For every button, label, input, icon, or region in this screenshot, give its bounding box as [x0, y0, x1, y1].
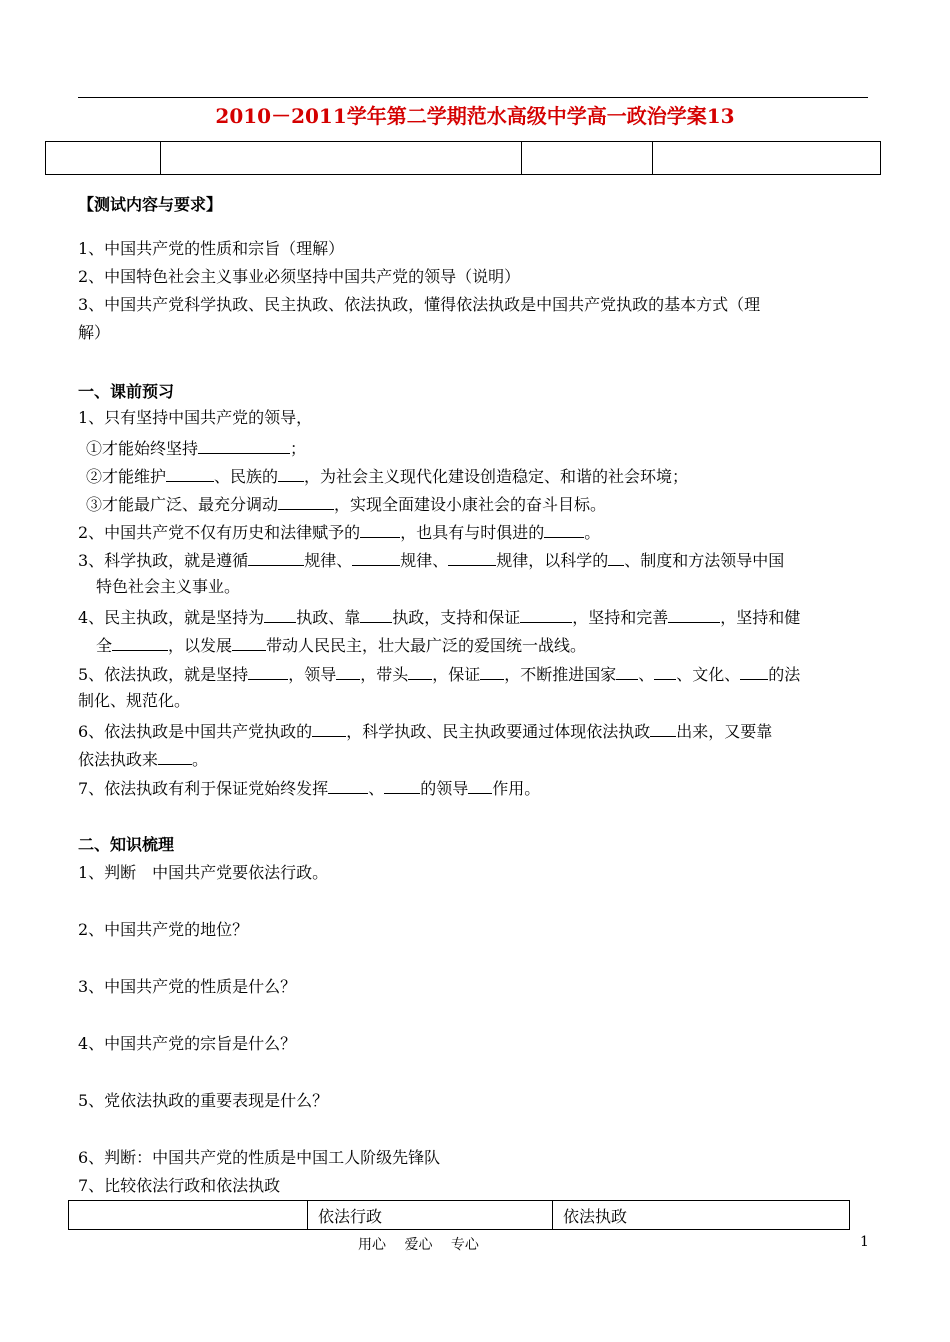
- q-text: ，领导: [288, 665, 337, 684]
- fill-blank[interactable]: [448, 549, 496, 566]
- q-text: 5、依法执政，就是坚持: [78, 665, 249, 684]
- q-text: 、文化、: [676, 665, 741, 684]
- q-text: ，为社会主义现代化建设创造稳定、和谐的社会环境；: [304, 467, 689, 486]
- info-cell: [161, 142, 522, 175]
- knowledge-item: 4、中国共产党的宗旨是什么？: [78, 1034, 297, 1053]
- fill-blank[interactable]: [360, 521, 400, 538]
- requirement-item: 2、中国特色社会主义事业必须坚持中国共产党的领导（说明）: [78, 267, 521, 286]
- preview-q5-cont: 制化、规范化。: [78, 691, 191, 710]
- fill-blank[interactable]: [264, 606, 296, 623]
- knowledge-item: 6、判断：中国共产党的性质是中国工人阶级先锋队: [78, 1148, 441, 1167]
- header-rule: [78, 97, 868, 98]
- fill-blank[interactable]: [616, 663, 638, 680]
- q-text: 执政，支持和保证: [392, 608, 521, 627]
- fill-blank[interactable]: [408, 663, 432, 680]
- fill-blank[interactable]: [166, 465, 214, 482]
- fill-blank[interactable]: [468, 777, 492, 794]
- preview-heading: 一、课前预习: [78, 382, 175, 401]
- preview-q1c: [86, 493, 606, 515]
- knowledge-item: 1、判断 中国共产党要依法行政。: [78, 863, 329, 882]
- fill-blank[interactable]: [650, 720, 676, 737]
- preview-q6-cont: [78, 748, 208, 770]
- fill-blank[interactable]: [654, 663, 676, 680]
- preview-q7: [78, 777, 540, 799]
- knowledge-item: 3、中国共产党的性质是什么？: [78, 977, 297, 996]
- fill-blank[interactable]: [248, 549, 304, 566]
- q-text: ，不断推进国家: [504, 665, 617, 684]
- fill-blank[interactable]: [384, 777, 420, 794]
- info-cell: [653, 142, 881, 175]
- compare-header-cell: 依法执政: [553, 1201, 850, 1230]
- fill-blank[interactable]: [198, 437, 290, 454]
- fill-blank[interactable]: [278, 493, 334, 510]
- fill-blank[interactable]: [232, 634, 266, 651]
- preview-q1: 1、只有坚持中国共产党的领导，: [78, 408, 313, 427]
- q-text: ，保证: [432, 665, 481, 684]
- fill-blank[interactable]: [278, 465, 304, 482]
- fill-blank[interactable]: [336, 663, 360, 680]
- fill-blank[interactable]: [352, 549, 400, 566]
- preview-q5: [78, 663, 800, 685]
- preview-q1b: [86, 465, 688, 487]
- q-text: 。: [192, 750, 209, 769]
- q-text: 的领导: [420, 779, 469, 798]
- q-text: 。: [584, 523, 601, 542]
- knowledge-item: 5、党依法执政的重要表现是什么？: [78, 1091, 329, 1110]
- q-text: 6、依法执政是中国共产党执政的: [78, 722, 313, 741]
- requirement-item: 1、中国共产党的性质和宗旨（理解）: [78, 239, 345, 258]
- fill-blank[interactable]: [158, 748, 192, 765]
- q-text: 执政、靠: [296, 608, 361, 627]
- fill-blank[interactable]: [480, 663, 504, 680]
- q-text: 3、科学执政，就是遵循: [78, 551, 249, 570]
- knowledge-heading: 二、知识梳理: [78, 835, 175, 854]
- preview-q3: [78, 549, 784, 571]
- info-table: [45, 141, 881, 175]
- q-text: ，科学执政、民主执政要通过体现依法执政: [346, 722, 651, 741]
- fill-blank[interactable]: [668, 606, 720, 623]
- fill-blank[interactable]: [248, 663, 288, 680]
- q-text: 的法: [768, 665, 801, 684]
- q-text: ，带头: [360, 665, 409, 684]
- footer-motto: 用心 爱心 专心: [358, 1237, 479, 1253]
- q-text: 、: [368, 779, 385, 798]
- q-text: 作用。: [492, 779, 541, 798]
- preview-q2: [78, 521, 600, 543]
- info-cell: [46, 142, 161, 175]
- q-text: 7、依法执政有利于保证党始终发挥: [78, 779, 329, 798]
- q-text: 、: [638, 665, 655, 684]
- q-text: ，实现全面建设小康社会的奋斗目标。: [334, 495, 607, 514]
- q-text: 规律、: [400, 551, 449, 570]
- fill-blank[interactable]: [544, 521, 584, 538]
- q-text: 2、中国共产党不仅有历史和法律赋予的: [78, 523, 361, 542]
- info-cell: [522, 142, 653, 175]
- q-text: 、民族的: [214, 467, 279, 486]
- fill-blank[interactable]: [328, 777, 368, 794]
- fill-blank[interactable]: [608, 549, 624, 566]
- page-number: 1: [860, 1234, 869, 1250]
- q-text: 、制度和方法领导中国: [624, 551, 785, 570]
- q-text: ①才能始终坚持: [86, 439, 199, 458]
- knowledge-item: 2、中国共产党的地位？: [78, 920, 249, 939]
- preview-q4-cont: [96, 634, 586, 656]
- fill-blank[interactable]: [740, 663, 768, 680]
- requirements-heading: 【测试内容与要求】: [78, 195, 223, 214]
- fill-blank[interactable]: [360, 606, 392, 623]
- document-title: 2010－2011学年第二学期范水高级中学高一政治学案13: [215, 104, 735, 128]
- q-text: 全: [96, 636, 113, 655]
- requirement-item: 解）: [78, 323, 111, 342]
- q-text: ，坚持和完善: [572, 608, 669, 627]
- preview-q4: [78, 606, 800, 628]
- compare-header-cell: [69, 1201, 308, 1230]
- fill-blank[interactable]: [520, 606, 572, 623]
- fill-blank[interactable]: [112, 634, 168, 651]
- q-text: ，也具有与时俱进的: [400, 523, 545, 542]
- q-text: ；: [290, 439, 307, 458]
- q-text: 带动人民民主，壮大最广泛的爱国统一战线。: [266, 636, 587, 655]
- q-text: ，以发展: [168, 636, 233, 655]
- q-text: ②才能维护: [86, 467, 167, 486]
- compare-header-cell: 依法行政: [308, 1201, 553, 1230]
- preview-q1a: [86, 437, 306, 459]
- compare-table: [68, 1200, 850, 1230]
- q-text: 出来，又要靠: [676, 722, 773, 741]
- q-text: ③才能最广泛、最充分调动: [86, 495, 279, 514]
- q-text: ，坚持和健: [720, 608, 801, 627]
- q-text: 4、民主执政，就是坚持为: [78, 608, 265, 627]
- fill-blank[interactable]: [312, 720, 346, 737]
- preview-q3-cont: 特色社会主义事业。: [96, 577, 241, 596]
- q-text: 规律，以科学的: [496, 551, 609, 570]
- knowledge-item: 7、比较依法行政和依法执政: [78, 1176, 281, 1195]
- q-text: 规律、: [304, 551, 353, 570]
- preview-q6: [78, 720, 772, 742]
- requirement-item: 3、中国共产党科学执政、民主执政、依法执政，懂得依法执政是中国共产党执政的基本方式（理: [78, 295, 761, 314]
- q-text: 依法执政来: [78, 750, 159, 769]
